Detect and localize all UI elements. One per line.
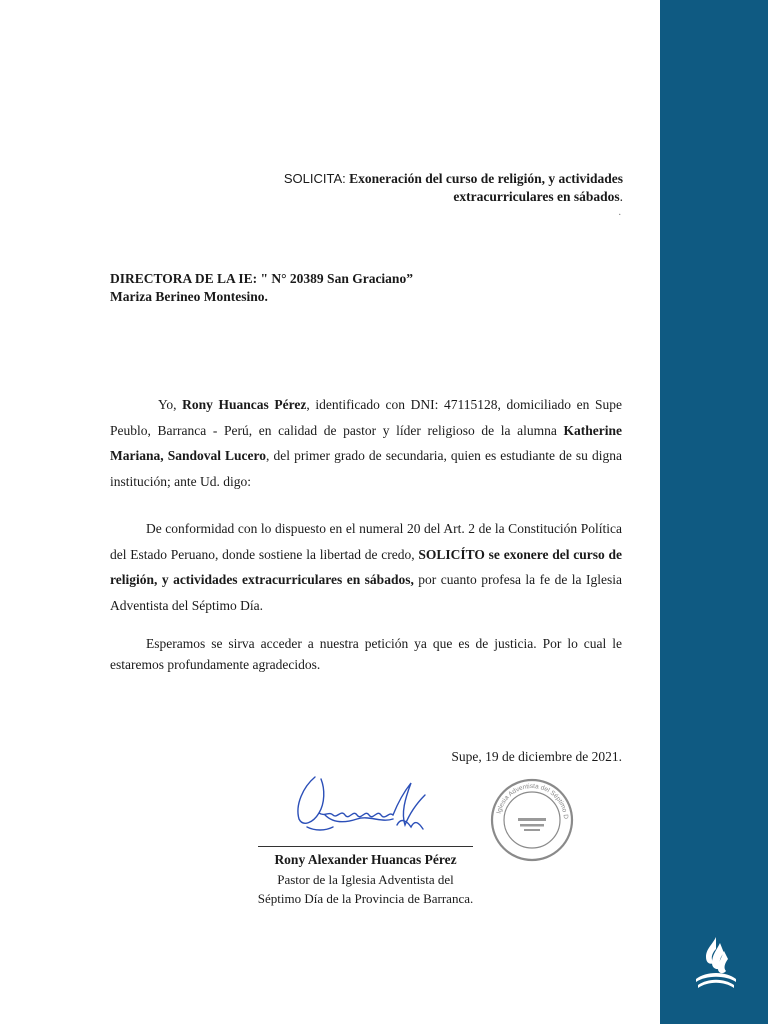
subject-line-2	[228, 188, 623, 206]
subject-period: .	[619, 189, 623, 204]
subject-label: SOLICITA:	[283, 171, 346, 186]
sidebar-band	[660, 0, 768, 1024]
body-paragraph-1	[110, 392, 622, 494]
signer-role-2: Séptimo Día de la Provincia de Barranca.	[257, 891, 474, 906]
addressee-line-2: Mariza Berineo Montesino.	[110, 289, 268, 304]
signer-name: Rony Alexander Huancas Pérez	[274, 852, 457, 867]
request-statement: SOLICÍTO se exonere del curso de religión, y actividades extracurriculares en sábados,	[110, 546, 622, 587]
subject-text-1: Exoneración del curso de religión, y actividades	[349, 171, 623, 186]
p1-end: , del primer grado de secundaria, quien es estudiante de su digna institución; ante Ud. digo:	[110, 448, 622, 489]
subject-mark: .	[618, 207, 621, 218]
adventist-logo-icon	[690, 935, 742, 991]
signer-block	[228, 850, 503, 908]
addressee-line-1: DIRECTORA DE LA IE: " N° 20389 San Graciano”	[110, 271, 413, 286]
student-name: Katherine Mariana, Sandoval Lucero	[110, 422, 622, 463]
p1-middle: , identificado con DNI: 47115128, domiciliado en Supe Peublo, Barranca - Perú, en calidad de pastor y líder religioso de la alumna	[110, 397, 622, 438]
svg-text:Iglesia Adventista del Séptimo: Iglesia Adventista del Séptimo D	[495, 782, 570, 820]
petitioner-name: Rony Huancas Pérez	[182, 397, 307, 412]
p1-intro: Yo,	[158, 397, 183, 412]
subject-text-2: extracurriculares en sábados	[453, 189, 620, 204]
addressee-block	[110, 270, 560, 306]
p2-intro: De conformidad con lo dispuesto en el numeral 20 del Art. 2 de la Constitución Política del Estado Peruano, donde sostiene la libertad de credo,	[110, 521, 622, 562]
subject-block	[228, 170, 623, 218]
letter-date: Supe, 19 de diciembre de 2021.	[451, 749, 622, 764]
subject-line-1	[228, 170, 623, 188]
body-paragraph-2	[110, 516, 622, 618]
signature-line	[258, 846, 473, 847]
body-paragraph-3: Esperamos se sirva acceder a nuestra petición ya que es de justicia. Por lo cual le estaremos profundamente agradecidos.	[110, 636, 622, 672]
signer-role-1: Pastor de la Iglesia Adventista del	[277, 872, 454, 887]
p2-end: por cuanto profesa la fe de la Iglesia Adventista del Séptimo Día.	[110, 572, 622, 613]
handwritten-signature	[285, 765, 445, 845]
